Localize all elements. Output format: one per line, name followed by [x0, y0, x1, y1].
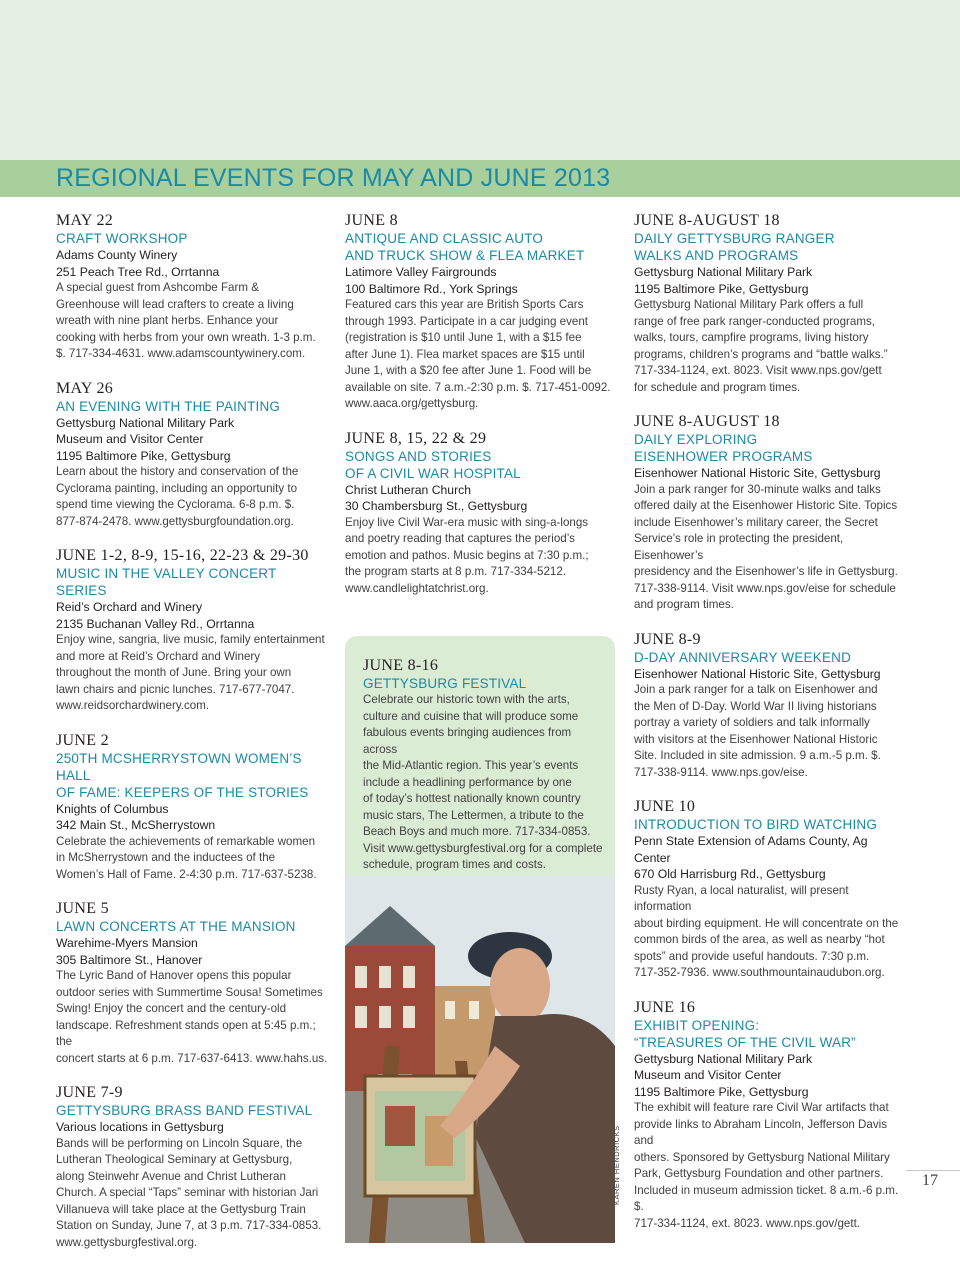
event-venue: Penn State Extension of Adams County, Ag Center	[634, 834, 868, 865]
event-description: cooking with herbs from your own wreath. 1-3 p.m.	[56, 330, 316, 344]
event-title: DAILY GETTYSBURG RANGER	[634, 231, 835, 246]
event-description: 717-338-9114. www.nps.gov/eise.	[634, 765, 808, 779]
event-description: Visit www.gettysburgfestival.org for a complete	[363, 841, 603, 855]
event-description: (registration is $10 until June 1, with a $15 fee	[345, 331, 582, 344]
photo-credit: KAREN HENDRICKS	[612, 1125, 621, 1205]
event-listing	[345, 430, 617, 598]
event-description: Church. A special “Taps” seminar with historian Jari	[56, 1186, 319, 1199]
event-venue: 342 Main St., McSherrystown	[56, 818, 216, 832]
event-description: landscape. Refreshment stands open at 5:45 p.m.; the	[56, 1018, 316, 1048]
event-description: Celebrate our historic town with the arts,	[363, 693, 570, 706]
event-description: Swing! Enjoy the concert and the century-old	[56, 1002, 287, 1015]
event-description: Gettysburg National Military Park offers a full	[634, 298, 864, 311]
event-listing	[634, 631, 906, 782]
event-description: and more at Reid’s Orchard and Winery	[56, 649, 261, 663]
event-description: Site. Included in site admission. 9 a.m.-5 p.m. $.	[634, 749, 881, 762]
event-venue: 1195 Baltimore Pike, Gettysburg	[634, 1084, 809, 1099]
event-description: 877-874-2478. www.gettysburgfoundation.org.	[56, 514, 294, 528]
event-date: JUNE 8-AUGUST 18	[634, 212, 780, 229]
event-listing	[56, 212, 328, 363]
event-listing	[363, 657, 603, 874]
event-venue: 1195 Baltimore Pike, Gettysburg	[56, 448, 231, 463]
event-date: JUNE 10	[634, 798, 696, 815]
event-venue: Christ Lutheran Church	[345, 482, 471, 497]
event-description: for schedule and program times.	[634, 380, 801, 394]
event-description: include a headlining performance by one	[363, 775, 572, 789]
event-description: 717-334-1124, ext. 8023. www.nps.gov/gett.	[634, 1216, 861, 1230]
page-number: 17	[922, 1172, 938, 1189]
event-description: Enjoy live Civil War-era music with sing-a-longs	[345, 515, 589, 529]
event-venue: Various locations in Gettysburg	[56, 1120, 224, 1134]
event-venue: Reid’s Orchard and Winery	[56, 600, 203, 614]
event-date: JUNE 16	[634, 998, 696, 1016]
event-venue: Knights of Columbus	[56, 801, 169, 816]
event-title: EISENHOWER PROGRAMS	[634, 449, 813, 464]
event-description: walks, tours, campfire programs, living history	[634, 331, 869, 344]
event-description: $. 717-334-4631. www.adamscountywinery.com.	[56, 347, 306, 360]
event-description: programs, children’s programs and “battle walks.”	[634, 347, 888, 361]
event-venue: Gettysburg National Military Park	[634, 1051, 813, 1066]
event-description: www.reidsorchardwinery.com.	[56, 699, 210, 712]
event-listing	[634, 212, 906, 396]
event-date: JUNE 7-9	[56, 1084, 123, 1101]
event-description: wreath with nine plant herbs. Enhance your	[56, 314, 279, 327]
event-listing	[634, 999, 906, 1233]
event-description: Villanueva will take place at the Gettysburg Train	[56, 1202, 306, 1216]
event-description: through 1993. Participate in a car judging event	[345, 314, 588, 328]
event-description: range of free park ranger-conducted programs,	[634, 314, 876, 328]
event-description: music stars, The Lettermen, a tribute to the	[363, 808, 584, 822]
event-description: Women’s Hall of Fame. 2-4:30 p.m. 717-637-5238.	[56, 867, 317, 881]
event-listing	[634, 413, 906, 614]
event-description: spots” and provide useful handouts. 7:30 p.m.	[634, 949, 870, 963]
event-description: Cyclorama painting, including an opportunity to	[56, 481, 298, 495]
event-date: JUNE 8	[345, 212, 398, 229]
event-title: SONGS AND STORIES	[345, 448, 492, 464]
event-description: provide links to Abraham Lincoln, Jefferson Davis and	[634, 1117, 888, 1147]
festival-painter-photo	[345, 876, 615, 1243]
event-description: common birds of the area, as well as nearby “hot	[634, 933, 885, 946]
event-venue: Gettysburg National Military Park	[634, 265, 813, 279]
event-description: Rusty Ryan, a local naturalist, will present information	[634, 883, 849, 913]
event-description: The exhibit will feature rare Civil War artifacts that	[634, 1101, 889, 1114]
event-description: A special guest from Ashcombe Farm &	[56, 281, 259, 294]
event-description: Beach Boys and much more. 717-334-0853.	[363, 825, 591, 838]
event-description: Join a park ranger for a talk on Eisenhower and	[634, 683, 878, 696]
event-description: www.candlelightatchrist.org.	[345, 581, 489, 595]
event-description: Enjoy wine, sangria, live music, family entertainment	[56, 633, 325, 646]
event-description: 717-352-7936. www.southmountainaudubon.org.	[634, 966, 885, 979]
event-title: INTRODUCTION TO BIRD WATCHING	[634, 817, 878, 832]
event-venue: Warehime-Myers Mansion	[56, 936, 198, 950]
event-venue: Eisenhower National Historic Site, Gettysburg	[634, 666, 881, 681]
page-title: REGIONAL EVENTS FOR MAY AND JUNE 2013	[56, 164, 611, 192]
event-date: JUNE 8-16	[363, 657, 439, 674]
event-listing	[634, 798, 906, 982]
event-description: Join a park ranger for 30-minute walks and talks	[634, 482, 881, 496]
event-description: with visitors at the Eisenhower National Historic	[634, 732, 878, 746]
event-description: 717-338-9114. Visit www.nps.gov/eise for schedule	[634, 581, 896, 595]
event-venue: 2135 Buchanan Valley Rd., Orrtanna	[56, 616, 255, 631]
event-title: AN EVENING WITH THE PAINTING	[56, 398, 281, 414]
event-description: include Eisenhower’s military career, the Secret	[634, 515, 878, 529]
event-description: Lutheran Theological Seminary at Gettysburg,	[56, 1153, 293, 1166]
header-band	[0, 0, 960, 160]
event-description: lawn chairs and picnic lunches. 717-677-7047.	[56, 682, 295, 696]
event-description: spend time viewing the Cyclorama. 6-8 p.m. $.	[56, 498, 295, 511]
event-title: “TREASURES OF THE CIVIL WAR”	[634, 1034, 856, 1050]
event-description: www.gettysburgfestival.org.	[56, 1235, 198, 1249]
event-title: 250TH MCSHERRYSTOWN WOMEN’S HALL	[56, 750, 302, 783]
event-title: MUSIC IN THE VALLEY CONCERT SERIES	[56, 566, 277, 598]
events-column-3	[634, 212, 906, 1249]
event-date: JUNE 2	[56, 731, 109, 749]
event-date: MAY 22	[56, 212, 114, 229]
event-description: in McSherrystown and the inductees of the	[56, 851, 276, 864]
event-description: The Lyric Band of Hanover opens this popular	[56, 969, 292, 982]
event-description: concert starts at 6 p.m. 717-637-6413. www.hahs.us.	[56, 1051, 328, 1065]
event-title: GETTYSBURG BRASS BAND FESTIVAL	[56, 1103, 313, 1118]
event-description: after June 1). Flea market spaces are $15 until	[345, 347, 585, 361]
event-title: OF FAME: KEEPERS OF THE STORIES	[56, 784, 309, 800]
event-title: AND TRUCK SHOW & FLEA MARKET	[345, 248, 585, 263]
page-number-rule	[906, 1170, 960, 1171]
event-description: the Men of D-Day. World War II living historians	[634, 699, 877, 713]
event-description: Featured cars this year are British Sports Cars	[345, 298, 584, 311]
event-description: Park, Gettysburg Foundation and other partners.	[634, 1167, 884, 1180]
event-title: CRAFT WORKSHOP	[56, 231, 188, 246]
event-title: EXHIBIT OPENING:	[634, 1017, 760, 1033]
event-date: JUNE 8-9	[634, 630, 701, 648]
event-title: WALKS AND PROGRAMS	[634, 248, 799, 263]
event-date: JUNE 8-AUGUST 18	[634, 413, 780, 430]
event-title: GETTYSBURG FESTIVAL	[363, 676, 527, 691]
event-description: about birding equipment. He will concentrate on the	[634, 916, 899, 930]
event-description: and program times.	[634, 598, 734, 611]
event-description: schedule, program times and costs.	[363, 858, 547, 871]
event-title: OF A CIVIL WAR HOSPITAL	[345, 465, 521, 481]
event-description: offered daily at the Eisenhower Historic Site. Topics	[634, 499, 898, 512]
event-description: presidency and the Eisenhower’s life in Gettysburg.	[634, 565, 898, 578]
event-description: portray a variety of soldiers and talk informally	[634, 716, 870, 729]
event-description: of today’s hottest nationally known country	[363, 792, 581, 805]
event-description: emotion and pathos. Music begins at 7:30 p.m.;	[345, 548, 589, 562]
featured-event-box	[345, 636, 615, 876]
event-description: and poetry reading that captures the period’s	[345, 532, 575, 545]
event-venue: 100 Baltimore Rd., York Springs	[345, 281, 518, 296]
event-listing	[345, 212, 617, 413]
events-column-1	[56, 212, 328, 1268]
event-description: Included in museum admission ticket. 8 a.m.-6 p.m. $.	[634, 1183, 899, 1213]
event-date: JUNE 5	[56, 900, 109, 917]
event-description: June 1, with a $20 fee after June 1. Food will be	[345, 364, 592, 377]
event-venue: 251 Peach Tree Rd., Orrtanna	[56, 264, 220, 279]
event-listing	[56, 900, 328, 1067]
event-date: MAY 26	[56, 379, 114, 397]
event-venue: 1195 Baltimore Pike, Gettysburg	[634, 281, 809, 296]
event-description: 717-334-1124, ext. 8023. Visit www.nps.gov/gett	[634, 364, 882, 377]
event-description: fabulous events bringing audiences from across	[363, 726, 572, 756]
event-title: DAILY EXPLORING	[634, 432, 758, 447]
event-venue: Adams County Winery	[56, 248, 178, 262]
event-description: throughout the month of June. Bring your own	[56, 666, 292, 679]
event-description: culture and cuisine that will produce some	[363, 709, 579, 723]
events-column-2	[345, 212, 617, 614]
event-listing	[56, 1084, 328, 1251]
event-venue: Museum and Visitor Center	[634, 1068, 782, 1082]
event-venue: 305 Baltimore St., Hanover	[56, 952, 203, 967]
event-description: Station on Sunday, June 7, at 3 p.m. 717-334-0853.	[56, 1219, 322, 1232]
event-description: others. Sponsored by Gettysburg National Military	[634, 1150, 890, 1164]
event-description: www.aaca.org/gettysburg.	[345, 397, 479, 410]
featured-event	[363, 657, 603, 891]
event-description: along Steinwehr Avenue and Christ Lutheran	[56, 1169, 286, 1183]
event-date: JUNE 8, 15, 22 & 29	[345, 429, 487, 447]
event-description: available on site. 7 a.m.-2:30 p.m. $. 717-451-0092.	[345, 380, 611, 394]
event-description: Service’s role in protecting the president, Eisenhower’s	[634, 532, 844, 562]
event-venue: Gettysburg National Military Park	[56, 415, 235, 430]
event-description: Greenhouse will lead crafters to create a living	[56, 297, 294, 311]
event-listing	[56, 547, 328, 715]
event-description: the program starts at 8 p.m. 717-334-5212.	[345, 565, 567, 578]
event-description: the Mid-Atlantic region. This year’s events	[363, 759, 579, 772]
event-description: outdoor series with Summertime Sousa! Sometimes	[56, 985, 323, 999]
event-title: LAWN CONCERTS AT THE MANSION	[56, 919, 296, 934]
event-date: JUNE 1-2, 8-9, 15-16, 22-23 & 29-30	[56, 547, 309, 564]
event-description: Bands will be performing on Lincoln Square, the	[56, 1136, 303, 1150]
event-description: Learn about the history and conservation of the	[56, 465, 299, 478]
painter-illustration	[345, 876, 615, 1243]
event-title: D-DAY ANNIVERSARY WEEKEND	[634, 649, 852, 665]
title-bar	[0, 160, 960, 197]
event-venue: Latimore Valley Fairgrounds	[345, 265, 497, 279]
event-venue: Eisenhower National Historic Site, Gettysburg	[634, 466, 881, 480]
event-venue: 670 Old Harrisburg Rd., Gettysburg	[634, 867, 826, 881]
event-listing	[56, 732, 328, 884]
event-title: ANTIQUE AND CLASSIC AUTO	[345, 231, 544, 246]
event-venue: 30 Chambersburg St., Gettysburg	[345, 499, 528, 513]
event-description: Celebrate the achievements of remarkable women	[56, 834, 316, 848]
event-venue: Museum and Visitor Center	[56, 432, 204, 446]
event-listing	[56, 380, 328, 531]
